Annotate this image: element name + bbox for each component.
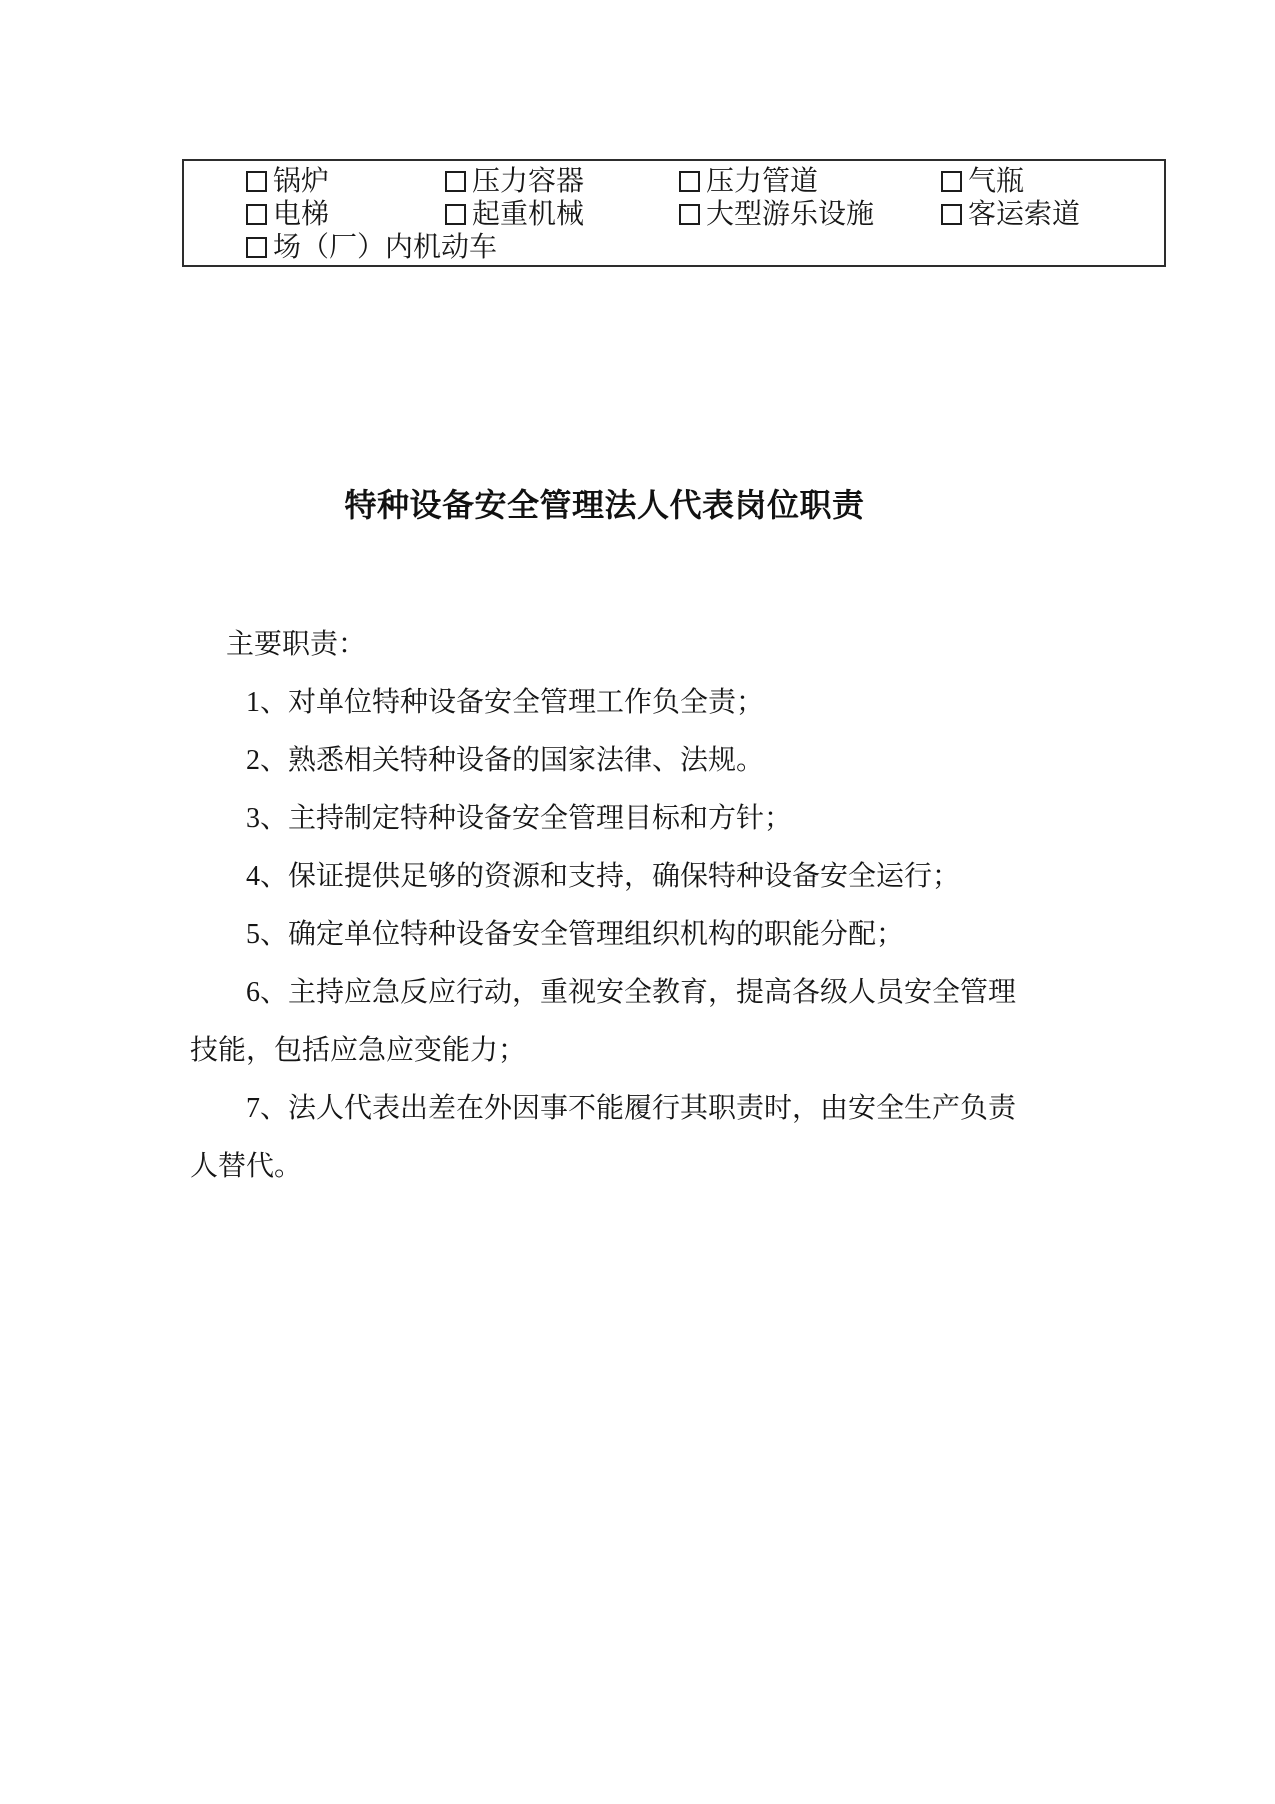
equipment-option [679, 165, 818, 198]
equipment-option [679, 198, 874, 231]
equipment-option [246, 231, 497, 264]
checkbox-icon[interactable] [941, 204, 962, 225]
checkbox-icon[interactable] [679, 171, 700, 192]
checkbox-icon[interactable] [445, 204, 466, 225]
equipment-type-checkbox-table [182, 159, 1166, 267]
equipment-option-label: 电梯 [273, 199, 330, 230]
responsibilities-section [190, 616, 1200, 1196]
equipment-option-label: 气瓶 [968, 166, 1025, 197]
equipment-option [941, 198, 1080, 231]
equipment-option [445, 198, 584, 231]
checkbox-icon[interactable] [246, 204, 267, 225]
equipment-option [445, 165, 584, 198]
body-text-line: 5、确定单位特种设备安全管理组织机构的职能分配； [246, 919, 905, 950]
body-text-line: 6、主持应急反应行动，重视安全教育，提高各级人员安全管理 [246, 977, 1017, 1008]
equipment-row [184, 165, 1164, 198]
checkbox-icon[interactable] [246, 171, 267, 192]
body-text-line: 主要职责： [226, 629, 367, 660]
body-text-line: 1、对单位特种设备安全管理工作负全责； [246, 687, 765, 718]
equipment-option-label: 场（厂）内机动车 [273, 232, 498, 263]
body-text-line: 4、保证提供足够的资源和支持，确保特种设备安全运行； [246, 861, 961, 892]
equipment-option-label: 压力管道 [706, 166, 819, 197]
equipment-option-label: 锅炉 [273, 166, 330, 197]
body-text-line: 2、熟悉相关特种设备的国家法律、法规。 [246, 745, 765, 776]
equipment-option-label: 压力容器 [472, 166, 585, 197]
equipment-option-label: 大型游乐设施 [706, 199, 875, 230]
equipment-option [941, 165, 1024, 198]
body-text-line: 人替代。 [190, 1151, 303, 1182]
body-text-line: 3、主持制定特种设备安全管理目标和方针； [246, 803, 793, 834]
equipment-row [184, 231, 1164, 264]
checkbox-icon[interactable] [246, 237, 267, 258]
equipment-option [246, 198, 329, 231]
body-text-line: 7、法人代表出差在外因事不能履行其职责时，由安全生产负责 [246, 1093, 1017, 1124]
equipment-row [184, 198, 1164, 231]
equipment-option-label: 客运索道 [968, 199, 1081, 230]
page-title: 特种设备安全管理法人代表岗位职责 [344, 487, 865, 523]
checkbox-icon[interactable] [679, 204, 700, 225]
body-text-line: 技能，包括应急应变能力； [190, 1035, 527, 1066]
checkbox-icon[interactable] [445, 171, 466, 192]
equipment-option-label: 起重机械 [472, 199, 585, 230]
checkbox-icon[interactable] [941, 171, 962, 192]
equipment-option [246, 165, 329, 198]
